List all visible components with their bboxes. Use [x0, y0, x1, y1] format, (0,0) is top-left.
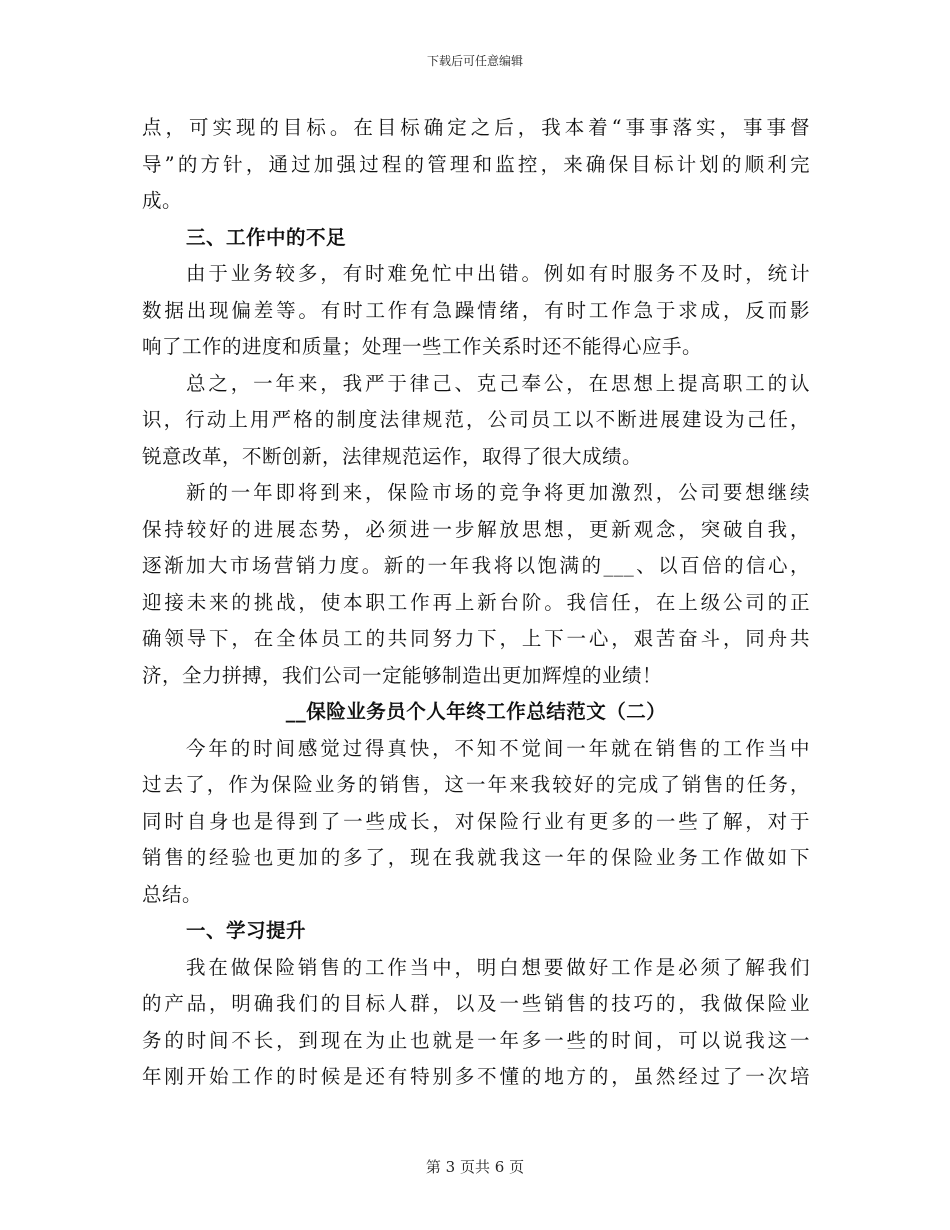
text-line: 导”的方针，通过加强过程的管理和监控，来确保目标计划的顺利完: [142, 152, 810, 176]
section-heading: 一、学习提升: [186, 919, 307, 942]
text-line: 同时自身也是得到了一些成长，对保险行业有更多的一些了解，对于: [142, 809, 810, 833]
text-line: 确领导下，在全体员工的共同努力下，上下一心，艰苦奋斗，同舟共: [142, 627, 810, 650]
text-line: 过去了，作为保险业务的销售，这一年来我较好的完成了销售的任务，: [142, 773, 810, 796]
text-line: 的产品，明确我们的目标人群，以及一些销售的技巧的，我做保险业: [142, 992, 810, 1015]
text-line: 销售的经验也更加的多了，现在我就我这一年的保险业务工作做如下: [142, 846, 810, 869]
section-heading: 三、工作中的不足: [186, 225, 347, 249]
page-header: 下载后可任意编辑: [426, 54, 523, 68]
paragraph-start-line: 由于业务较多，有时难免忙中出错。例如有时服务不及时，统计: [186, 262, 810, 285]
article-title: __保险业务员个人年终工作总结范文（二）: [285, 700, 667, 723]
text-line: 锐意改革，不断创新，法律规范运作，取得了很大成绩。: [142, 444, 643, 468]
paragraph-start-line: 新的一年即将到来，保险市场的竞争将更加激烈，公司要想继续: [186, 481, 810, 504]
text-line: 迎接未来的挑战，使本职工作再上新台阶。我信任，在上级公司的正: [142, 590, 810, 614]
text-line: 逐渐加大市场营销力度。新的一年我将以饱满的___、以百倍的信心，: [142, 554, 810, 577]
text-line: 济，全力拼搏，我们公司一定能够制造出更加辉煌的业绩！: [142, 663, 663, 687]
page-footer: 第 3 页共 6 页: [425, 1158, 525, 1176]
text-line: 总结。: [142, 882, 203, 906]
text-line: 年刚开始工作的时候是还有特别多不懂的地方的，虽然经过了一次培: [142, 1065, 810, 1088]
text-line: 点，可实现的目标。在目标确定之后，我本着“事事落实，事事督: [142, 116, 810, 139]
text-line: 响了工作的进度和质量；处理一些工作关系时还不能得心应手。: [142, 335, 703, 358]
document-body: [142, 110, 810, 1096]
text-line: 识，行动上用严格的制度法律规范，公司员工以不断进展建设为己任，: [142, 408, 810, 431]
text-line: 务的时间不长，到现在为止也就是一年多一些的时间，可以说我这一: [142, 1028, 810, 1052]
paragraph-start-line: 我在做保险销售的工作当中，明白想要做好工作是必须了解我们: [186, 955, 810, 979]
text-line: 保持较好的进展态势，必须进一步解放思想，更新观念，突破自我，: [142, 517, 810, 541]
paragraph-start-line: 今年的时间感觉过得真快，不知不觉间一年就在销售的工作当中: [186, 736, 810, 760]
paragraph-start-line: 总之，一年来，我严于律己、克己奉公，在思想上提高职工的认: [186, 371, 810, 395]
text-line: 数据出现偏差等。有时工作有急躁情绪，有时工作急于求成，反而影: [142, 298, 810, 322]
text-line: 成。: [142, 189, 183, 212]
